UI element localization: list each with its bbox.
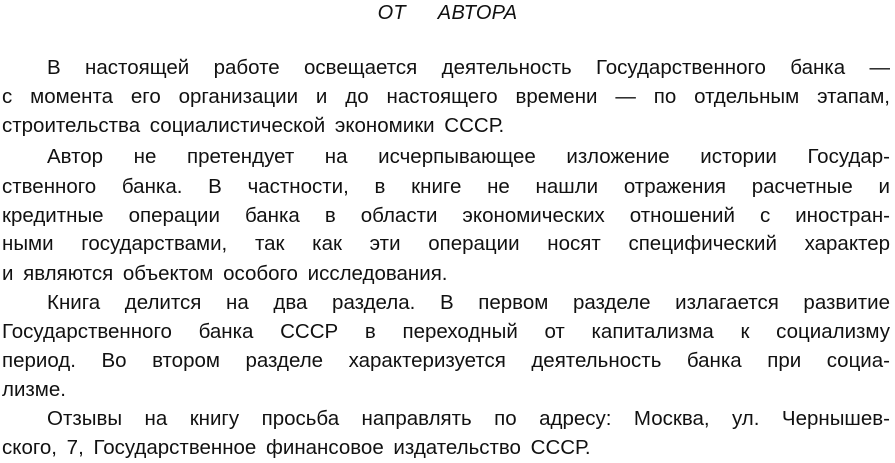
text-line: Автор не претендует на исчерпывающее изложение истории Государ-: [47, 145, 890, 168]
text-line: Книга делится на два раздела. В первом разделе излагается развитие: [47, 291, 890, 314]
text-line: и являются объектом особого исследования.: [2, 262, 448, 285]
text-line: ными государствами, так как эти операции носят специфический характер: [2, 232, 890, 255]
text-line: Отзывы на книгу просьба направлять по адресу: Москва, ул. Чернышев-: [47, 407, 890, 430]
text-line: ственного банка. В частности, в книге не нашли отражения расчетные и: [2, 175, 890, 198]
text-line: В настоящей работе освещается деятельность Государственного банка —: [47, 56, 890, 79]
text-line: Государственного банка СССР в переходный от капитализма к социализму: [2, 320, 890, 343]
text-line: период. Во втором разделе характеризуется деятельность банка при социа-: [2, 349, 890, 372]
text-line: лизме.: [2, 378, 67, 401]
text-line: кредитные операции банка в области экономических отношений с иностран-: [2, 204, 890, 227]
text-line: строительства социалистической экономики СССР.: [2, 114, 505, 137]
text-line: с момента его организации и до настоящего времени — по отдельным этапам,: [2, 85, 890, 108]
page-title: ОТ АВТОРА: [377, 2, 518, 24]
text-line: ского, 7, Государственное финансовое издательство СССР.: [2, 436, 591, 459]
